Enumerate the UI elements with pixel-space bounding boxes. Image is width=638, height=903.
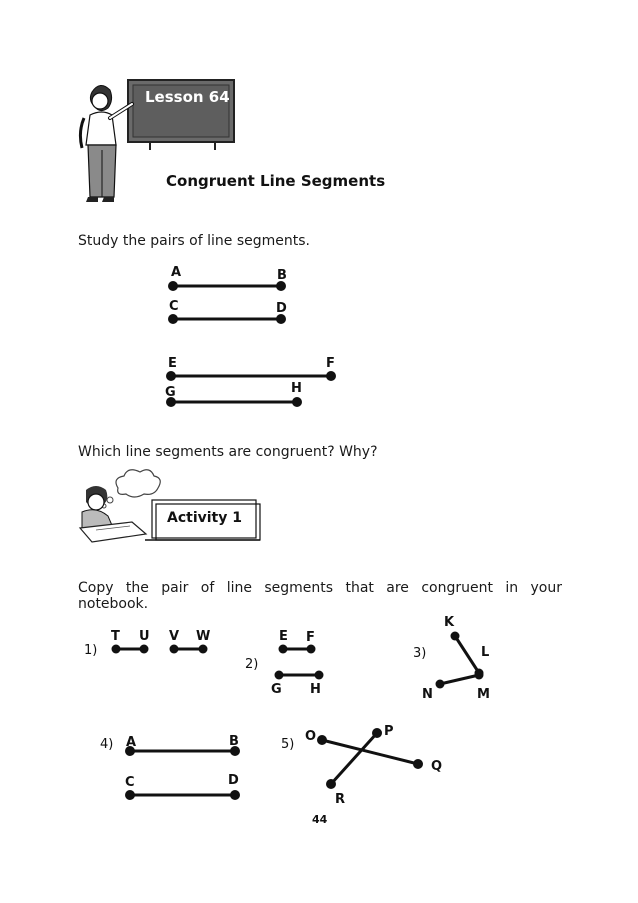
study-label-b: B xyxy=(277,268,287,283)
activity-instruction-line2: notebook. xyxy=(78,596,149,612)
activity-badge: Activity 1 xyxy=(167,510,242,526)
study-segment-ef xyxy=(166,371,336,381)
item5-label-p: P xyxy=(384,724,394,739)
item5-segment-pr xyxy=(326,728,382,789)
study-label-f: F xyxy=(326,356,335,371)
activity-instruction xyxy=(78,580,562,612)
study-segment-ab xyxy=(168,281,286,291)
item1-label-w: W xyxy=(196,629,211,644)
item1-label-u: U xyxy=(139,629,150,644)
study-segment-cd xyxy=(168,314,286,324)
item2-label-f: F xyxy=(306,630,315,645)
study-label-h: H xyxy=(291,381,302,396)
study-instruction: Study the pairs of line segments. xyxy=(78,233,310,249)
item1-label-v: V xyxy=(169,629,180,644)
lesson-badge: Lesson 64 xyxy=(145,88,230,106)
item5-number: 5) xyxy=(281,737,295,752)
item2-label-e: E xyxy=(279,629,288,644)
page-number: 44 xyxy=(312,813,328,826)
item4-label-b: B xyxy=(229,734,239,749)
item3-segment-nm xyxy=(436,671,484,689)
item4-label-a: A xyxy=(126,735,137,750)
item4-label-c: C xyxy=(125,775,135,790)
item2-segment-ef xyxy=(279,645,316,654)
item3-label-m: M xyxy=(477,687,490,702)
item5-label-r: R xyxy=(335,792,346,807)
item1-label-t: T xyxy=(111,629,120,644)
item3-number: 3) xyxy=(413,646,427,661)
item4-segment-ab xyxy=(125,746,240,756)
item5-label-o: O xyxy=(305,729,317,744)
study-question: Which line segments are congruent? Why? xyxy=(78,444,378,460)
item5-label-q: Q xyxy=(431,759,443,774)
item1-segment-vw xyxy=(170,645,208,654)
item4-label-d: D xyxy=(228,773,239,788)
item2-label-h: H xyxy=(310,682,321,697)
study-label-e: E xyxy=(168,356,177,371)
page-title: Congruent Line Segments xyxy=(166,172,386,190)
thinking-child-icon xyxy=(80,470,160,542)
item2-number: 2) xyxy=(245,657,259,672)
item4-segment-cd xyxy=(125,790,240,800)
item2-label-g: G xyxy=(271,682,282,697)
study-label-a: A xyxy=(171,265,182,280)
item3-label-k: K xyxy=(444,615,455,630)
activity-instruction-line1: Copy the pair of line segments that are congruent in your xyxy=(78,580,562,596)
item4-number: 4) xyxy=(100,737,114,752)
item3-label-l: L xyxy=(481,645,490,660)
item1-segment-tu xyxy=(112,645,149,654)
study-label-g: G xyxy=(165,385,176,400)
item1-number: 1) xyxy=(84,643,98,658)
study-label-d: D xyxy=(276,301,287,316)
item2-segment-gh xyxy=(275,671,324,680)
study-label-c: C xyxy=(169,299,179,314)
item3-label-n: N xyxy=(422,687,433,702)
study-segment-gh xyxy=(166,397,302,407)
